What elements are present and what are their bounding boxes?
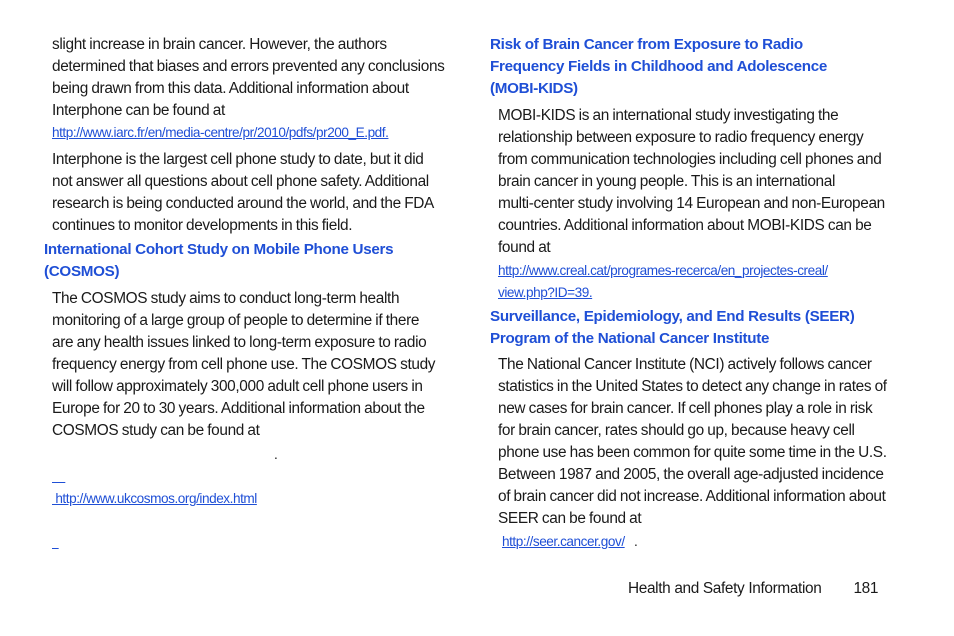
cosmos-paragraph: The COSMOS study aims to conduct long-term health monitoring of a large group of people to determine if there are any health issues linked to long-term exposure to radio frequency energy from cell phone use. The COSMOS study will follow approximately 300,000 adult cell phone users in Europe for 20 to 30 years. Additional information about the COSMOS study can be found at [52,290,436,439]
mobi-kids-heading: Risk of Brain Cancer from Exposure to Radio Frequency Fields in Childhood and Adolescence (MOBI-KIDS) [490,36,827,97]
ukcosmos-link-period: . [274,447,278,462]
seer-paragraph: The National Cancer Institute (NCI) actively follows cancer statistics in the United States to detect any change in rates of new cases for brain cancer. If cell phones play a role in risk for brain cancer, rates should go up, because heavy cell phone use has been common for quite some time in the U.S. Between 1987 and 2005, the overall age-adjusted incidence of brain cancer did not increase. Additional information about SEER can be found at [498,356,887,527]
interphone-summary-paragraph: Interphone is the largest cell phone study to date, but it did not answer all questions about cell phone safety. Additional research is being conducted around the world, and the FDA continues to monitor developments in this field. [52,151,434,234]
page-footer [628,578,878,600]
mobi-kids-paragraph: MOBI-KIDS is an international study investigating the relationship between exposure to radio frequency energy from communication technologies including cell phones and brain cancer in young people. This is an international multi-center study involving 14 European and non-European countries. Additional information about MOBI-KIDS can be found at [498,107,885,256]
page-number: 181 [853,580,879,597]
seer-heading: Surveillance, Epidemiology, and End Results (SEER) Program of the National Cancer Institute [490,308,855,347]
creal-link[interactable]: http://www.creal.cat/programes-recerca/en_projectes-creal/ view.php?ID=39. [498,263,828,300]
interphone-paragraph-continued: slight increase in brain cancer. However, the authors determined that biases and errors prevented any conclusions being drawn from this data. Additional information about Interphone can be found at [52,36,445,119]
seer-link[interactable]: http://seer.cancer.gov/ [502,534,625,549]
footer-section-title: Health and Safety Information [628,580,822,597]
ukcosmos-link[interactable]: http://www.ukcosmos.org/index.html [52,491,257,506]
cosmos-heading: International Cohort Study on Mobile Phone Users (COSMOS) [44,241,394,280]
seer-link-period: . [634,534,638,549]
iarc-link[interactable]: http://www.iarc.fr/en/media-centre/pr/2010/pdfs/pr200_E.pdf. [52,125,389,140]
